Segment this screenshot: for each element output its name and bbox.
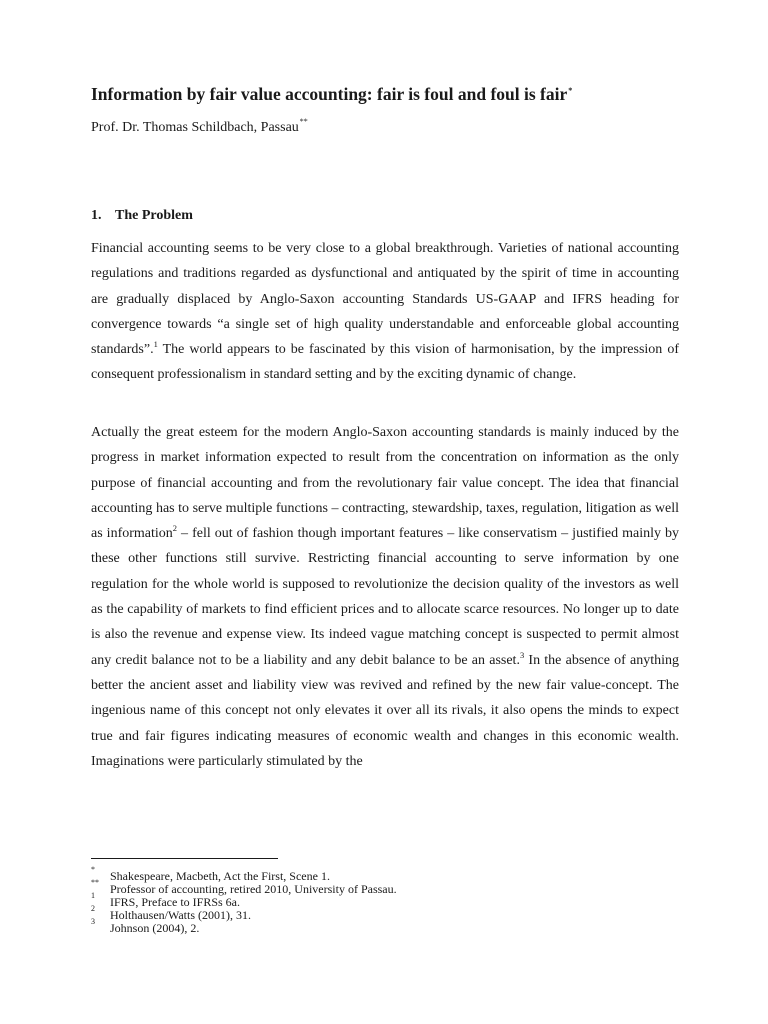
paragraph-2-text-b: – fell out of fashion though important features – like conservatism – justified mainly by these other functions still survive. Restricting financial accounting to serve information by one regulation for the whole world is supposed to revolutionize the decision quality of the investors as well as the capability of markets to find efficient prices and to allocate scarce resources. No longer up to date is also the revenue and expense view. Its indeed vague matching concept is suspected to permit almost any credit balance not to be a liability and any debit balance to be an asset.	[91, 526, 679, 668]
footnote-ref-3: 3	[519, 649, 525, 660]
footnote-text: Holthausen/Watts (2001), 31.	[110, 908, 252, 922]
section-title: The Problem	[115, 208, 193, 223]
footnote-mark: **	[91, 878, 99, 887]
paragraph-2-text-a: Actually the great esteem for the modern Anglo-Saxon accounting standards is mainly induced by the progress in market information expected to result from the concentration on information as the only purpose of financial accounting and from the revolutionary fair value concept. The idea that financial accounting has to serve multiple functions – contracting, stewardship, taxes, regulation, litigation as well as information	[91, 425, 679, 542]
author-line	[91, 117, 308, 136]
footnote-text: IFRS, Preface to IFRSs 6a.	[110, 895, 240, 909]
section-heading	[91, 208, 193, 224]
footnote-text: Professor of accounting, retired 2010, University of Passau.	[110, 882, 397, 896]
author-footnote-marker: **	[299, 117, 308, 126]
paragraph-2-text-c: In the absence of anything better the ancient asset and liability view was revived and refined by the new fair value-concept. The ingenious name of this concept not only elevates it over all its rivals, it also opens the minds to expect true and fair figures indicating measures of economic wealth and changes in this economic wealth. Imaginations were particularly stimulated by the	[91, 652, 679, 769]
footnote-item	[91, 917, 591, 935]
footnote-mark: 1	[91, 891, 95, 900]
footnotes-list	[91, 865, 591, 935]
footnote-text: Johnson (2004), 2.	[110, 921, 200, 935]
section-number: 1.	[91, 208, 102, 223]
footnote-ref-1: 1	[153, 339, 158, 350]
paper-title	[91, 84, 691, 105]
title-footnote-marker: *	[568, 86, 573, 95]
paragraph-1-text-b: The world appears to be fascinated by this vision of harmonisation, by the impression of consequent professionalism in standard setting and by the exciting dynamic of change.	[91, 342, 679, 383]
paragraph-1-text-a: Financial accounting seems to be very close to a global breakthrough. Varieties of national accounting regulations and traditions regarded as dysfunctional and antiquated by the spirit of time in accounting are gradually displaced by Anglo-Saxon accounting Standards US-GAAP and IFRS heading for convergence towards “a single set of high quality understandable and enforceable global accounting standards”.	[91, 241, 679, 358]
body-paragraph-2	[91, 420, 679, 774]
footnote-separator	[91, 858, 278, 859]
footnote-ref-2: 2	[172, 523, 178, 534]
footnote-mark: *	[91, 865, 95, 874]
footnote-text: Shakespeare, Macbeth, Act the First, Scene 1.	[110, 869, 330, 883]
body-paragraph-1	[91, 236, 679, 388]
footnote-mark: 2	[91, 904, 95, 913]
author-name: Prof. Dr. Thomas Schildbach, Passau	[91, 120, 299, 135]
paper-title-text: Information by fair value accounting: fair is foul and foul is fair	[91, 84, 568, 104]
footnote-mark: 3	[91, 917, 95, 926]
